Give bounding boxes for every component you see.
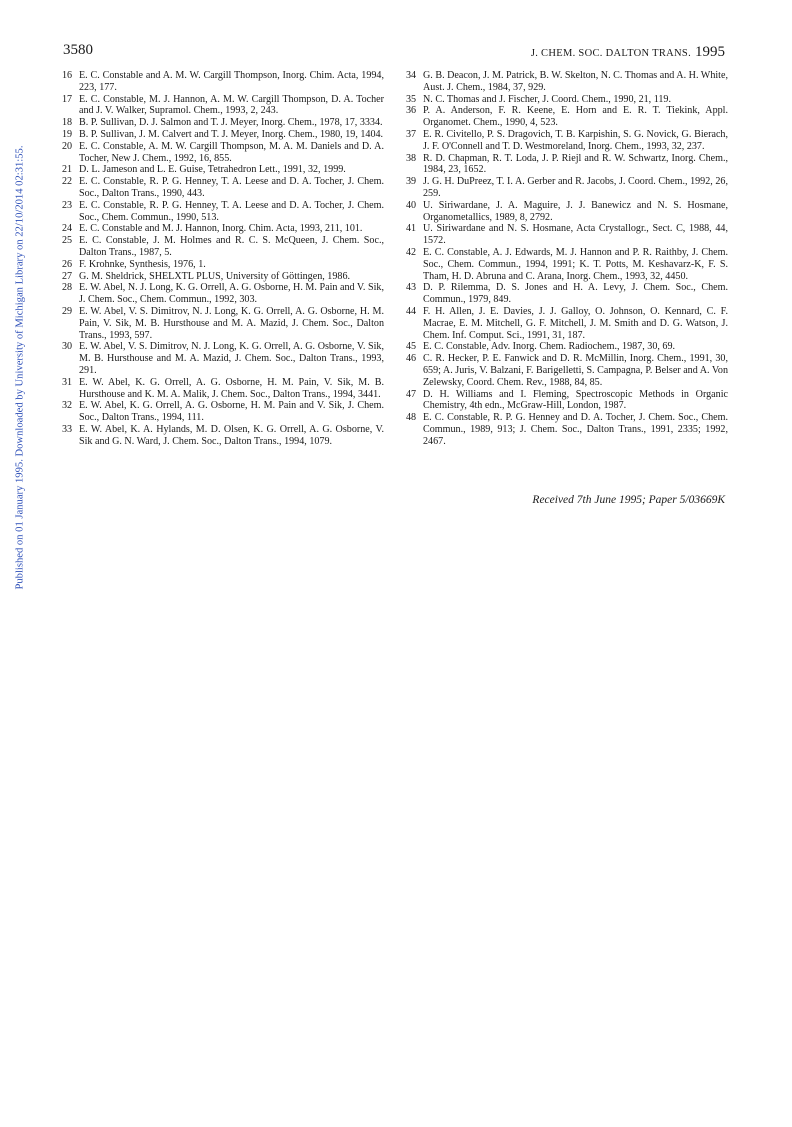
reference-text: E. C. Constable and M. J. Hannon, Inorg. Chim. Acta, 1993, 211, 101. (79, 223, 363, 235)
reference-item (406, 306, 728, 341)
reference-item (62, 200, 384, 224)
reference-item (62, 70, 384, 94)
reference-number: 27 (62, 270, 73, 282)
reference-number: 36 (406, 105, 417, 117)
reference-number: 31 (62, 376, 73, 388)
reference-item (406, 129, 728, 153)
reference-number: 32 (62, 400, 73, 412)
reference-number: 41 (406, 223, 417, 235)
reference-number: 20 (62, 140, 73, 152)
reference-number: 18 (62, 117, 73, 129)
reference-text: B. P. Sullivan, J. M. Calvert and T. J. Meyer, Inorg. Chem., 1980, 19, 1404. (79, 128, 384, 140)
reference-item (62, 377, 384, 401)
references-right-column (406, 70, 728, 448)
reference-item (406, 247, 728, 282)
reference-item (406, 105, 728, 129)
reference-item (62, 259, 384, 271)
reference-text: E. C. Constable, R. P. G. Henney and D. A. Tocher, J. Chem. Soc., Chem. Commun., 1989, 913; J. Chem. Soc., Dalton Trans., 1991, 2335; 1992, 2467. (423, 412, 728, 447)
reference-item (62, 129, 384, 141)
reference-number: 45 (406, 341, 417, 353)
reference-number: 34 (406, 70, 417, 81)
reference-number: 19 (62, 128, 73, 140)
journal-name: J. CHEM. SOC. DALTON TRANS. (530, 48, 691, 59)
reference-text: G. M. Sheldrick, SHELXTL PLUS, University of Göttingen, 1986. (79, 270, 351, 282)
reference-number: 44 (406, 305, 417, 317)
reference-text: C. R. Hecker, P. E. Fanwick and D. R. McMillin, Inorg. Chem., 1991, 30, 659; A. Juris, V. Balzani, F. Barigelletti, S. Campagna, P. Belser and A. Von Zelewsky, Coord. Chem. Rev., 1988, 84, 85. (423, 353, 728, 388)
reference-text: U. Siriwardane and N. S. Hosmane, Acta Crystallogr., Sect. C, 1988, 44, 1572. (423, 223, 728, 247)
reference-text: R. D. Chapman, R. T. Loda, J. P. Riejl and R. W. Schwartz, Inorg. Chem., 1984, 23, 1652. (423, 152, 728, 176)
reference-text: B. P. Sullivan, D. J. Salmon and T. J. Meyer, Inorg. Chem., 1978, 17, 3334. (79, 117, 383, 129)
reference-number: 40 (406, 199, 417, 211)
reference-text: E. W. Abel, K. G. Orrell, A. G. Osborne, H. M. Pain, V. Sik, M. B. Hursthouse and K. M. A. Malik, J. Chem. Soc., Dalton Trans., 1994, 3441. (79, 376, 384, 400)
reference-text: E. C. Constable, R. P. G. Henney, T. A. Leese and D. A. Tocher, J. Chem. Soc., Chem. Commun., 1990, 513. (79, 199, 384, 223)
reference-item (406, 223, 728, 247)
reference-number: 25 (62, 235, 73, 247)
reference-text: J. G. H. DuPreez, T. I. A. Gerber and R. Jacobs, J. Coord. Chem., 1992, 26, 259. (423, 176, 728, 199)
reference-item (406, 200, 728, 224)
reference-number: 43 (406, 282, 417, 294)
reference-item (406, 412, 728, 447)
journal-year: 1995 (695, 44, 725, 60)
reference-number: 21 (62, 164, 73, 176)
reference-number: 23 (62, 199, 73, 211)
reference-text: E. W. Abel, V. S. Dimitrov, N. J. Long, K. G. Orrell, A. G. Osborne, V. Sik, M. B. Hursthouse and M. A. Mazid, J. Chem. Soc., Dalton Trans., 1993, 291. (79, 341, 384, 376)
reference-text: E. C. Constable, R. P. G. Henney, T. A. Leese and D. A. Tocher, J. Chem. Soc., Dalton Trans., 1990, 443. (79, 176, 384, 199)
reference-text: E. C. Constable and A. M. W. Cargill Thompson, Inorg. Chim. Acta, 1994, 223, 177. (79, 70, 384, 93)
reference-item (62, 176, 384, 200)
reference-number: 33 (62, 423, 73, 435)
reference-number: 42 (406, 246, 417, 258)
reference-item (62, 164, 384, 176)
reference-item (62, 282, 384, 306)
reference-item (62, 94, 384, 118)
references-left-column (62, 70, 384, 448)
reference-item (62, 117, 384, 129)
reference-item (406, 282, 728, 306)
reference-number: 35 (406, 93, 417, 105)
reference-text: E. W. Abel, N. J. Long, K. G. Orrell, A. G. Osborne, H. M. Pain and V. Sik, J. Chem. Soc., Chem. Commun., 1992, 303. (79, 282, 384, 306)
reference-text: E. C. Constable, Adv. Inorg. Chem. Radiochem., 1987, 30, 69. (423, 341, 676, 353)
reference-text: G. B. Deacon, J. M. Patrick, B. W. Skelton, N. C. Thomas and A. H. White, Aust. J. Chem., 1984, 37, 929. (423, 70, 728, 93)
reference-item (62, 306, 384, 341)
reference-number: 46 (406, 353, 417, 365)
reference-number: 47 (406, 388, 417, 400)
reference-item (62, 235, 384, 259)
reference-text: E. R. Civitello, P. S. Dragovich, T. B. Karpishin, S. G. Novick, G. Bierach, J. F. O'Connell and T. D. Westmoreland, Inorg. Chem., 1993, 32, 237. (423, 128, 728, 152)
reference-text: E. C. Constable, J. M. Holmes and R. C. S. McQueen, J. Chem. Soc., Dalton Trans., 1987, 5. (79, 235, 384, 258)
reference-item (406, 176, 728, 200)
reference-text: E. W. Abel, K. G. Orrell, A. G. Osborne, H. M. Pain and V. Sik, J. Chem. Soc., Dalton Trans., 1994, 111. (79, 400, 384, 424)
download-watermark-link[interactable]: Published on 01 January 1995. Downloaded by University of Michigan Library on 22/10/2014 02:31:55. (14, 145, 26, 590)
reference-item (406, 94, 728, 106)
reference-item (406, 70, 728, 94)
reference-number: 26 (62, 258, 73, 270)
reference-number: 29 (62, 305, 73, 317)
reference-text: E. W. Abel, V. S. Dimitrov, N. J. Long, K. G. Orrell, A. G. Osborne, H. M. Pain, V. Sik, M. B. Hursthouse and M. A. Mazid, J. Chem. Soc., Dalton Trans., 1993, 597. (79, 305, 384, 341)
reference-number: 17 (62, 93, 73, 105)
reference-item (406, 353, 728, 388)
reference-item (406, 341, 728, 353)
reference-text: E. C. Constable, A. M. W. Cargill Thompson, M. A. M. Daniels and D. A. Tocher, New J. Chem., 1992, 16, 855. (79, 140, 384, 164)
received-date: Received 7th June 1995; Paper 5/03669K (532, 494, 725, 506)
reference-item (62, 223, 384, 235)
reference-number: 28 (62, 282, 73, 294)
reference-number: 22 (62, 176, 73, 188)
running-head (531, 44, 725, 61)
reference-item (62, 141, 384, 165)
reference-item (406, 153, 728, 177)
reference-number: 48 (406, 412, 417, 424)
reference-text: P. A. Anderson, F. R. Keene, E. Horn and E. R. T. Tiekink, Appl. Organomet. Chem., 1990, 4, 523. (423, 105, 728, 129)
reference-item (62, 341, 384, 376)
reference-item (62, 424, 384, 448)
reference-item (62, 271, 384, 283)
reference-text: D. H. Williams and I. Fleming, Spectroscopic Methods in Organic Chemistry, 4th edn., McGraw-Hill, London, 1987. (423, 388, 728, 412)
reference-text: E. W. Abel, K. A. Hylands, M. D. Olsen, K. G. Orrell, A. G. Osborne, V. Sik and G. N. Ward, J. Chem. Soc., Dalton Trans., 1994, 1079. (79, 423, 384, 447)
page-number: 3580 (63, 42, 93, 58)
reference-item (62, 400, 384, 424)
reference-number: 39 (406, 176, 417, 188)
reference-number: 24 (62, 223, 73, 235)
reference-text: F. Krohnke, Synthesis, 1976, 1. (79, 258, 206, 270)
reference-text: D. P. Rilemma, D. S. Jones and H. A. Levy, J. Chem. Soc., Chem. Commun., 1979, 849. (423, 282, 728, 306)
reference-text: D. L. Jameson and L. E. Guise, Tetrahedron Lett., 1991, 32, 1999. (79, 164, 346, 176)
reference-number: 37 (406, 128, 417, 140)
reference-text: E. C. Constable, M. J. Hannon, A. M. W. Cargill Thompson, D. A. Tocher and J. V. Walker, Supramol. Chem., 1993, 2, 243. (79, 93, 384, 117)
reference-item (406, 389, 728, 413)
reference-number: 38 (406, 152, 417, 164)
reference-number: 30 (62, 341, 73, 353)
reference-text: N. C. Thomas and J. Fischer, J. Coord. Chem., 1990, 21, 119. (423, 93, 672, 105)
reference-text: U. Siriwardane, J. A. Maguire, J. J. Banewicz and N. S. Hosmane, Organometallics, 1989, 8, 2792. (423, 199, 728, 223)
reference-text: E. C. Constable, A. J. Edwards, M. J. Hannon and P. R. Raithby, J. Chem. Soc., Chem. Commun., 1994, 1991; K. T. Potts, M. Keshavarz-K, F. S. Tham, H. D. Abruna and C. Arana, Inorg. Chem., 1993, 32, 4450. (423, 246, 728, 282)
reference-number: 16 (62, 70, 73, 81)
reference-text: F. H. Allen, J. E. Davies, J. J. Galloy, O. Johnson, O. Kennard, C. F. Macrae, E. M. Mitchell, G. F. Mitchell, J. M. Smith and D. G. Watson, J. Chem. Inf. Comput. Sci., 1991, 31, 187. (423, 305, 728, 341)
